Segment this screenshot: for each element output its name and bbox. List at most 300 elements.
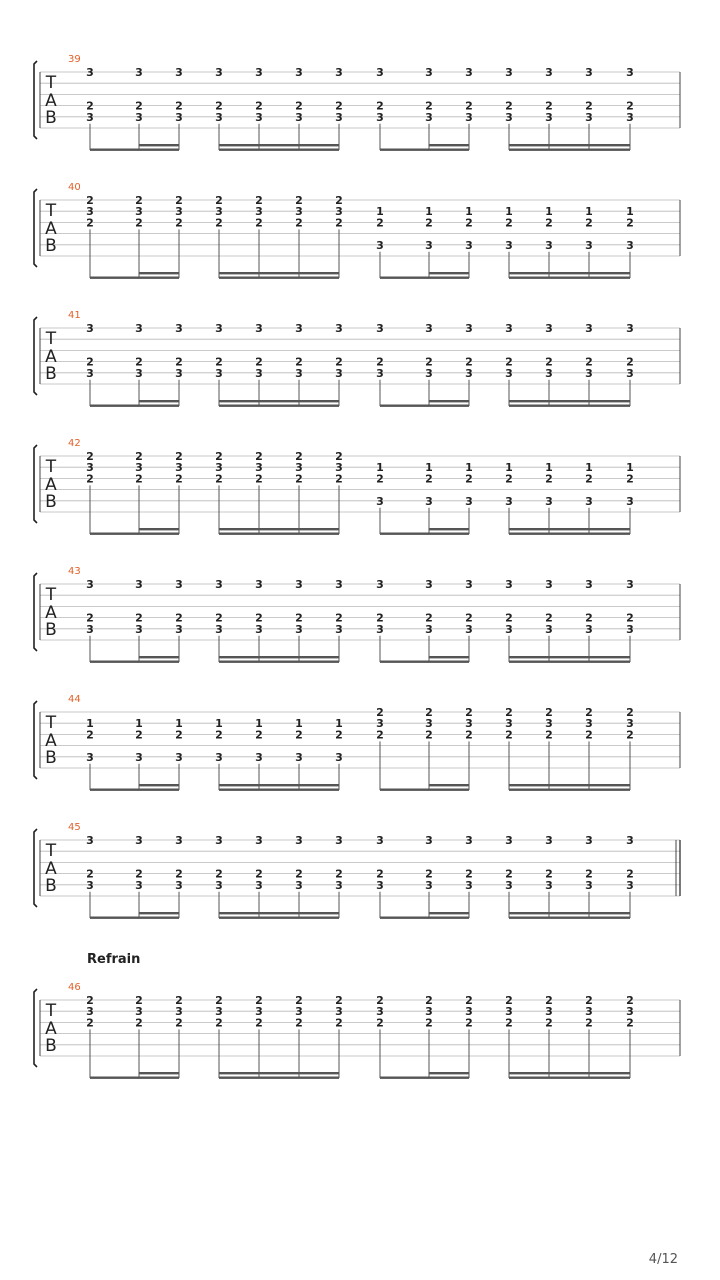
beam-secondary	[429, 784, 469, 786]
tab-system	[34, 952, 680, 1079]
tab-clef-letter: B	[45, 492, 57, 512]
measure-number: 43	[68, 566, 81, 577]
fret-number: 3	[585, 717, 593, 731]
fret-number: 3	[376, 322, 384, 335]
fret-number: 2	[585, 867, 593, 881]
fret-number: 3	[376, 366, 384, 380]
beam-primary	[90, 661, 179, 663]
fret-number: 3	[255, 878, 263, 892]
fret-number: 2	[255, 1016, 263, 1030]
beam-secondary	[509, 656, 630, 658]
fret-number: 3	[175, 1005, 183, 1019]
beam-primary	[380, 533, 469, 535]
fret-number: 3	[255, 205, 263, 219]
fret-number: 3	[626, 66, 634, 79]
measure-number: 39	[68, 54, 81, 65]
fret-number: 2	[545, 472, 553, 486]
fret-number: 3	[545, 834, 553, 847]
fret-number: 2	[175, 867, 183, 881]
fret-number: 3	[585, 834, 593, 847]
fret-number: 2	[425, 867, 433, 881]
beam-secondary	[139, 400, 179, 402]
fret-number: 3	[585, 322, 593, 335]
tab-clef-letter: B	[45, 236, 57, 256]
fret-number: 3	[215, 461, 223, 475]
fret-number: 3	[425, 717, 433, 731]
beam-secondary	[139, 528, 179, 530]
page-number: 4/12	[648, 1252, 678, 1267]
fret-number: 3	[135, 834, 143, 847]
beam-secondary	[219, 656, 339, 658]
fret-number: 2	[545, 611, 553, 625]
fret-number: 2	[465, 867, 473, 881]
fret-number: 3	[505, 878, 513, 892]
fret-number: 2	[215, 194, 223, 207]
fret-number: 3	[425, 1005, 433, 1019]
tab-clef-letter: B	[45, 364, 57, 384]
fret-number: 1	[585, 205, 593, 219]
beam-secondary	[219, 272, 339, 274]
fret-number: 3	[376, 238, 384, 252]
fret-number: 3	[215, 750, 223, 764]
fret-number: 2	[255, 867, 263, 881]
beam-secondary	[139, 656, 179, 658]
fret-number: 3	[255, 750, 263, 764]
fret-number: 3	[425, 578, 433, 591]
tab-clef-letter: T	[45, 713, 57, 733]
fret-number: 3	[295, 461, 303, 475]
fret-number: 2	[376, 472, 384, 486]
fret-number: 3	[255, 66, 263, 79]
fret-number: 3	[626, 238, 634, 252]
tab-clef-letter: T	[45, 841, 57, 861]
fret-number: 2	[215, 994, 223, 1007]
tab-system	[34, 310, 680, 407]
fret-number: 2	[505, 867, 513, 881]
fret-number: 2	[376, 611, 384, 625]
beam-secondary	[509, 400, 630, 402]
fret-number: 3	[215, 366, 223, 380]
beam-primary	[509, 277, 630, 279]
fret-number: 3	[505, 366, 513, 380]
fret-number: 1	[626, 205, 634, 219]
measure-number: 41	[68, 310, 81, 321]
fret-number: 3	[255, 578, 263, 591]
fret-number: 2	[135, 216, 143, 230]
fret-number: 3	[626, 717, 634, 731]
fret-number: 3	[505, 66, 513, 79]
fret-number: 2	[135, 867, 143, 881]
fret-number: 2	[425, 216, 433, 230]
fret-number: 3	[626, 366, 634, 380]
system-brace	[34, 445, 37, 523]
fret-number: 2	[215, 216, 223, 230]
fret-number: 3	[135, 578, 143, 591]
fret-number: 2	[425, 355, 433, 369]
fret-number: 3	[585, 578, 593, 591]
fret-number: 3	[585, 366, 593, 380]
fret-number: 2	[505, 99, 513, 113]
fret-number: 3	[175, 461, 183, 475]
fret-number: 3	[545, 66, 553, 79]
fret-number: 3	[295, 750, 303, 764]
fret-number: 1	[465, 461, 473, 475]
fret-number: 1	[425, 461, 433, 475]
fret-number: 2	[585, 611, 593, 625]
system-brace	[34, 989, 37, 1067]
fret-number: 3	[135, 66, 143, 79]
measure-number: 44	[68, 694, 81, 705]
fret-number: 2	[215, 355, 223, 369]
fret-number: 2	[465, 994, 473, 1007]
fret-number: 3	[135, 750, 143, 764]
fret-number: 2	[335, 472, 343, 486]
fret-number: 3	[295, 1005, 303, 1019]
fret-number: 2	[585, 472, 593, 486]
fret-number: 2	[215, 867, 223, 881]
beam-primary	[219, 917, 339, 919]
fret-number: 2	[175, 450, 183, 463]
fret-number: 1	[545, 205, 553, 219]
fret-number: 3	[465, 366, 473, 380]
fret-number: 2	[465, 611, 473, 625]
fret-number: 3	[376, 834, 384, 847]
fret-number: 3	[295, 366, 303, 380]
tab-clef-letter: A	[45, 603, 57, 623]
tab-clef-letter: B	[45, 748, 57, 768]
fret-number: 3	[175, 878, 183, 892]
fret-number: 3	[86, 1005, 94, 1019]
beam-primary	[219, 661, 339, 663]
fret-number: 2	[135, 728, 143, 742]
fret-number: 2	[545, 99, 553, 113]
fret-number: 2	[505, 216, 513, 230]
fret-number: 3	[215, 66, 223, 79]
fret-number: 3	[425, 322, 433, 335]
fret-number: 3	[175, 205, 183, 219]
beam-primary	[509, 405, 630, 407]
fret-number: 1	[135, 717, 143, 731]
beam-primary	[219, 1077, 339, 1079]
fret-number: 2	[295, 994, 303, 1007]
fret-number: 2	[86, 472, 94, 486]
beam-secondary	[509, 272, 630, 274]
fret-number: 3	[545, 366, 553, 380]
fret-number: 3	[376, 1005, 384, 1019]
fret-number: 3	[335, 834, 343, 847]
fret-number: 2	[215, 99, 223, 113]
beam-primary	[219, 277, 339, 279]
fret-number: 3	[295, 322, 303, 335]
beam-secondary	[429, 272, 469, 274]
fret-number: 2	[505, 728, 513, 742]
fret-number: 3	[626, 878, 634, 892]
fret-number: 3	[175, 622, 183, 636]
fret-number: 3	[255, 322, 263, 335]
beam-primary	[509, 1077, 630, 1079]
beam-primary	[90, 1077, 179, 1079]
fret-number: 2	[505, 706, 513, 719]
fret-number: 2	[376, 1016, 384, 1030]
tab-clef-letter: B	[45, 1036, 57, 1056]
fret-number: 3	[135, 461, 143, 475]
fret-number: 2	[505, 355, 513, 369]
tab-clef-letter: T	[45, 329, 57, 349]
fret-number: 2	[545, 867, 553, 881]
fret-number: 2	[86, 355, 94, 369]
fret-number: 2	[335, 355, 343, 369]
fret-number: 3	[215, 322, 223, 335]
beam-secondary	[429, 528, 469, 530]
beam-primary	[90, 789, 179, 791]
fret-number: 2	[465, 706, 473, 719]
fret-number: 1	[295, 717, 303, 731]
fret-number: 3	[86, 366, 94, 380]
fret-number: 3	[425, 834, 433, 847]
fret-number: 2	[135, 611, 143, 625]
fret-number: 2	[626, 994, 634, 1007]
measure-number: 40	[68, 182, 81, 193]
fret-number: 2	[465, 216, 473, 230]
fret-number: 3	[505, 110, 513, 124]
fret-number: 3	[545, 238, 553, 252]
fret-number: 2	[86, 994, 94, 1007]
fret-number: 3	[465, 322, 473, 335]
fret-number: 2	[335, 99, 343, 113]
fret-number: 2	[505, 611, 513, 625]
fret-number: 2	[545, 1016, 553, 1030]
beam-primary	[380, 277, 469, 279]
system-brace	[34, 61, 37, 139]
fret-number: 2	[626, 1016, 634, 1030]
measure-number: 42	[68, 438, 81, 449]
fret-number: 3	[425, 622, 433, 636]
fret-number: 3	[335, 622, 343, 636]
fret-number: 2	[505, 472, 513, 486]
fret-number: 1	[376, 205, 384, 219]
fret-number: 3	[335, 205, 343, 219]
fret-number: 2	[626, 611, 634, 625]
beam-primary	[90, 917, 179, 919]
beam-secondary	[139, 144, 179, 146]
fret-number: 2	[295, 472, 303, 486]
fret-number: 3	[86, 110, 94, 124]
tab-clef-letter: T	[45, 73, 57, 93]
fret-number: 3	[86, 878, 94, 892]
fret-number: 2	[215, 611, 223, 625]
fret-number: 2	[626, 355, 634, 369]
fret-number: 3	[295, 66, 303, 79]
fret-number: 2	[135, 450, 143, 463]
fret-number: 3	[585, 494, 593, 508]
fret-number: 3	[135, 622, 143, 636]
fret-number: 3	[295, 110, 303, 124]
fret-number: 3	[175, 322, 183, 335]
fret-number: 1	[465, 205, 473, 219]
fret-number: 3	[295, 622, 303, 636]
system-brace	[34, 573, 37, 651]
fret-number: 2	[295, 728, 303, 742]
fret-number: 3	[376, 110, 384, 124]
fret-number: 3	[135, 1005, 143, 1019]
fret-number: 3	[335, 110, 343, 124]
beam-secondary	[429, 144, 469, 146]
tab-clef-letter: T	[45, 585, 57, 605]
fret-number: 2	[255, 450, 263, 463]
fret-number: 2	[505, 1016, 513, 1030]
fret-number: 2	[425, 99, 433, 113]
beam-primary	[380, 149, 469, 151]
fret-number: 2	[376, 994, 384, 1007]
fret-number: 2	[585, 728, 593, 742]
beam-primary	[509, 661, 630, 663]
fret-number: 3	[465, 717, 473, 731]
beam-secondary	[219, 912, 339, 914]
beam-secondary	[219, 400, 339, 402]
beam-primary	[380, 1077, 469, 1079]
fret-number: 3	[465, 494, 473, 508]
fret-number: 3	[175, 66, 183, 79]
beam-primary	[380, 917, 469, 919]
beam-secondary	[429, 1072, 469, 1074]
fret-number: 2	[255, 728, 263, 742]
fret-number: 1	[215, 717, 223, 731]
fret-number: 3	[425, 66, 433, 79]
beam-primary	[380, 661, 469, 663]
fret-number: 3	[376, 494, 384, 508]
fret-number: 2	[255, 216, 263, 230]
beam-primary	[219, 533, 339, 535]
fret-number: 3	[255, 110, 263, 124]
fret-number: 3	[135, 110, 143, 124]
fret-number: 2	[175, 728, 183, 742]
tab-clef-letter: T	[45, 1001, 57, 1021]
fret-number: 3	[215, 1005, 223, 1019]
section-label: Refrain	[87, 952, 141, 967]
beam-secondary	[139, 272, 179, 274]
beam-primary	[90, 533, 179, 535]
fret-number: 3	[465, 578, 473, 591]
fret-number: 2	[86, 450, 94, 463]
fret-number: 3	[335, 1005, 343, 1019]
fret-number: 3	[376, 622, 384, 636]
fret-number: 1	[425, 205, 433, 219]
fret-number: 3	[86, 622, 94, 636]
beam-primary	[219, 789, 339, 791]
fret-number: 3	[135, 205, 143, 219]
beam-primary	[90, 277, 179, 279]
fret-number: 3	[585, 622, 593, 636]
fret-number: 3	[86, 461, 94, 475]
fret-number: 2	[626, 472, 634, 486]
fret-number: 3	[425, 494, 433, 508]
fret-number: 2	[545, 216, 553, 230]
tab-system	[34, 566, 680, 663]
fret-number: 3	[335, 66, 343, 79]
fret-number: 3	[545, 494, 553, 508]
beam-secondary	[139, 912, 179, 914]
fret-number: 3	[545, 878, 553, 892]
fret-number: 3	[135, 878, 143, 892]
fret-number: 2	[585, 1016, 593, 1030]
fret-number: 3	[545, 578, 553, 591]
fret-number: 3	[376, 578, 384, 591]
fret-number: 3	[86, 322, 94, 335]
fret-number: 2	[626, 706, 634, 719]
fret-number: 2	[335, 728, 343, 742]
fret-number: 3	[465, 622, 473, 636]
fret-number: 1	[626, 461, 634, 475]
beam-secondary	[219, 144, 339, 146]
fret-number: 3	[295, 878, 303, 892]
fret-number: 2	[295, 611, 303, 625]
fret-number: 3	[585, 66, 593, 79]
fret-number: 3	[545, 622, 553, 636]
fret-number: 3	[376, 717, 384, 731]
fret-number: 2	[135, 355, 143, 369]
fret-number: 3	[505, 834, 513, 847]
fret-number: 3	[215, 205, 223, 219]
fret-number: 3	[626, 578, 634, 591]
fret-number: 2	[175, 472, 183, 486]
fret-number: 2	[255, 355, 263, 369]
beam-primary	[90, 405, 179, 407]
fret-number: 2	[215, 728, 223, 742]
fret-number: 3	[335, 322, 343, 335]
fret-number: 2	[505, 994, 513, 1007]
beam-secondary	[509, 528, 630, 530]
fret-number: 3	[465, 1005, 473, 1019]
fret-number: 2	[465, 1016, 473, 1030]
tab-clef-letter: B	[45, 108, 57, 128]
fret-number: 2	[335, 867, 343, 881]
fret-number: 3	[626, 494, 634, 508]
fret-number: 3	[465, 110, 473, 124]
fret-number: 2	[335, 450, 343, 463]
measure-number: 46	[68, 982, 81, 993]
fret-number: 3	[175, 366, 183, 380]
fret-number: 3	[215, 110, 223, 124]
fret-number: 3	[86, 66, 94, 79]
fret-number: 2	[255, 611, 263, 625]
fret-number: 2	[585, 994, 593, 1007]
beam-secondary	[429, 912, 469, 914]
fret-number: 2	[376, 706, 384, 719]
fret-number: 3	[505, 238, 513, 252]
system-brace	[34, 829, 37, 907]
fret-number: 3	[626, 322, 634, 335]
fret-number: 2	[425, 1016, 433, 1030]
fret-number: 2	[585, 216, 593, 230]
fret-number: 3	[545, 322, 553, 335]
beam-primary	[219, 149, 339, 151]
fret-number: 2	[255, 99, 263, 113]
fret-number: 2	[465, 472, 473, 486]
tab-clef-letter: A	[45, 219, 57, 239]
fret-number: 3	[86, 205, 94, 219]
beam-primary	[509, 149, 630, 151]
fret-number: 3	[175, 110, 183, 124]
fret-number: 3	[86, 578, 94, 591]
fret-number: 1	[505, 461, 513, 475]
fret-number: 3	[465, 878, 473, 892]
fret-number: 2	[585, 706, 593, 719]
beam-secondary	[139, 1072, 179, 1074]
beam-primary	[90, 149, 179, 151]
fret-number: 3	[175, 750, 183, 764]
fret-number: 1	[335, 717, 343, 731]
fret-number: 2	[175, 194, 183, 207]
